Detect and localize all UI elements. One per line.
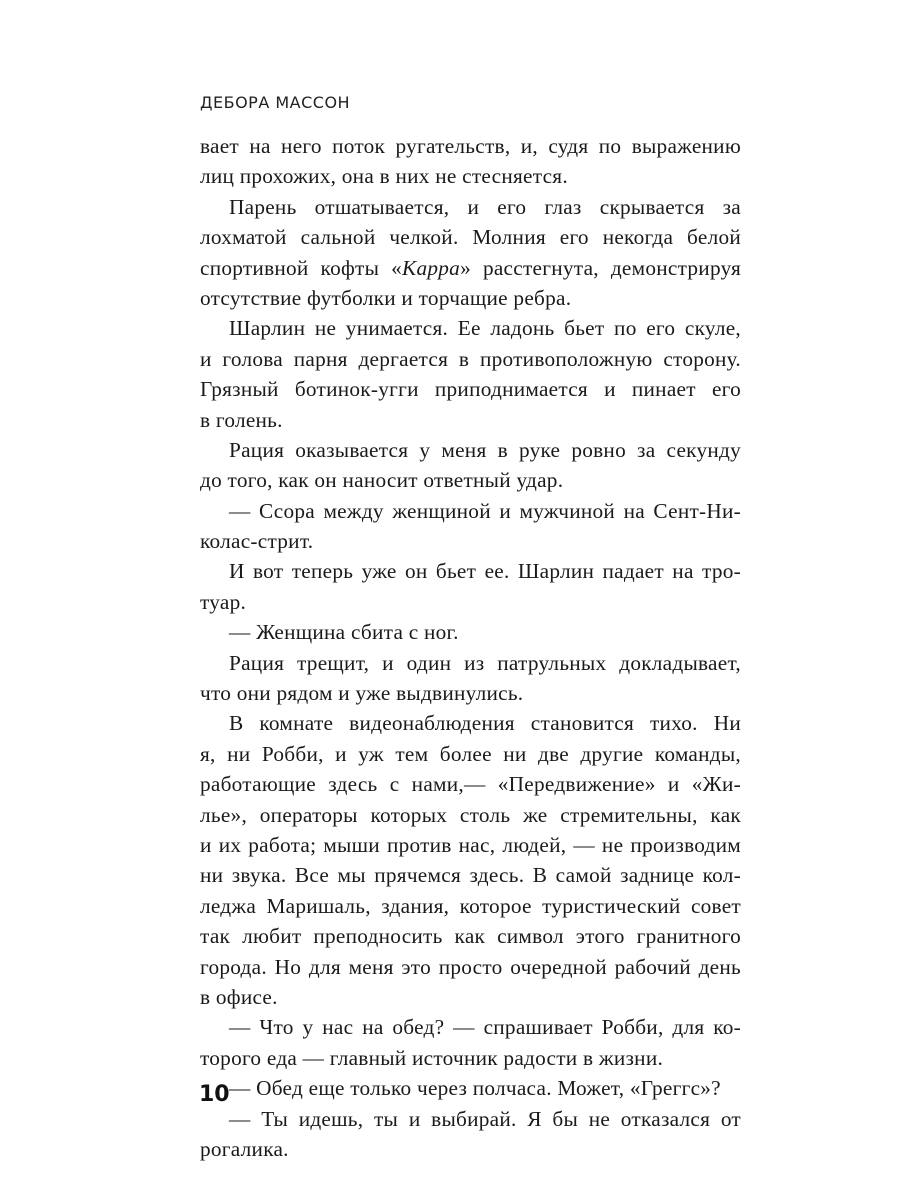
- text-line: туар.: [200, 589, 247, 614]
- text-line: леджа Маришаль, здания, которое туристический совет: [200, 893, 741, 918]
- text-line: — Что у нас на обед? — спрашивает Робби, для ко-: [229, 1015, 741, 1040]
- text-line: колас-стрит.: [200, 529, 314, 554]
- text-line: в офисе.: [200, 984, 278, 1009]
- text-line: — Ссора между женщиной и мужчиной на Сент-Ни-: [229, 498, 741, 523]
- text-line: лохматой сальной челкой. Молния его некогда белой: [200, 225, 741, 250]
- text-line: вает на него поток ругательств, и, судя по выражению: [200, 134, 741, 158]
- text-line: — Обед еще только через полчаса. Может, «Греггс»?: [229, 1076, 721, 1101]
- text-line: Рация трещит, и один из патрульных докладывает,: [229, 650, 741, 675]
- text-line: города. Но для меня это просто очередной рабочий день: [200, 954, 741, 979]
- text-line: так любит преподносить как символ этого гранитного: [200, 924, 741, 949]
- text-line: И вот теперь уже он бьет ее. Шарлин падает на тро-: [229, 559, 741, 584]
- text-line: В комнате видеонаблюдения становится тихо. Ни: [229, 711, 741, 736]
- text-line: в голень.: [200, 407, 283, 432]
- text-line: работающие здесь с нами,— «Передвижение» и «Жи-: [200, 772, 741, 797]
- text-line: — Женщина сбита с ног.: [229, 620, 459, 645]
- text-line: лиц прохожих, она в них не стесняется.: [200, 164, 568, 189]
- text-line: спортивной кофты «Kappa» расстегнута, демонстрируя: [200, 255, 741, 280]
- text-line: Парень отшатывается, и его глаз скрывается за: [229, 194, 741, 219]
- running-head-author: ДЕБОРА МАССОН: [200, 93, 351, 112]
- text-line: Рация оказывается у меня в руке ровно за секунду: [229, 437, 741, 462]
- text-line: и их работа; мыши против нас, людей, — не производим: [200, 832, 741, 857]
- text-line: что они рядом и уже выдвинулись.: [200, 681, 524, 706]
- text-line: рогалика.: [200, 1136, 289, 1161]
- text-line: ни звука. Все мы прячемся здесь. В самой заднице кол-: [200, 863, 741, 888]
- body-text: [200, 131, 741, 1164]
- text-line: Грязный ботинок-угги приподнимается и пинает его: [200, 377, 741, 402]
- text-line: до того, как он наносит ответный удар.: [200, 468, 564, 493]
- text-line: и голова парня дергается в противоположную сторону.: [200, 346, 741, 371]
- text-line: лье», операторы которых столь же стремительны, как: [200, 802, 741, 827]
- text-line: отсутствие футболки и торчащие ребра.: [200, 285, 572, 310]
- text-line: Шарлин не унимается. Ее ладонь бьет по его скуле,: [229, 316, 741, 341]
- text-line: я, ни Робби, и уж тем более ни две другие команды,: [200, 741, 741, 766]
- page-number: 10: [199, 1082, 230, 1107]
- text-line: — Ты идешь, ты и выбирай. Я бы не отказался от: [229, 1106, 741, 1131]
- text-line: торого еда — главный источник радости в жизни.: [200, 1045, 664, 1070]
